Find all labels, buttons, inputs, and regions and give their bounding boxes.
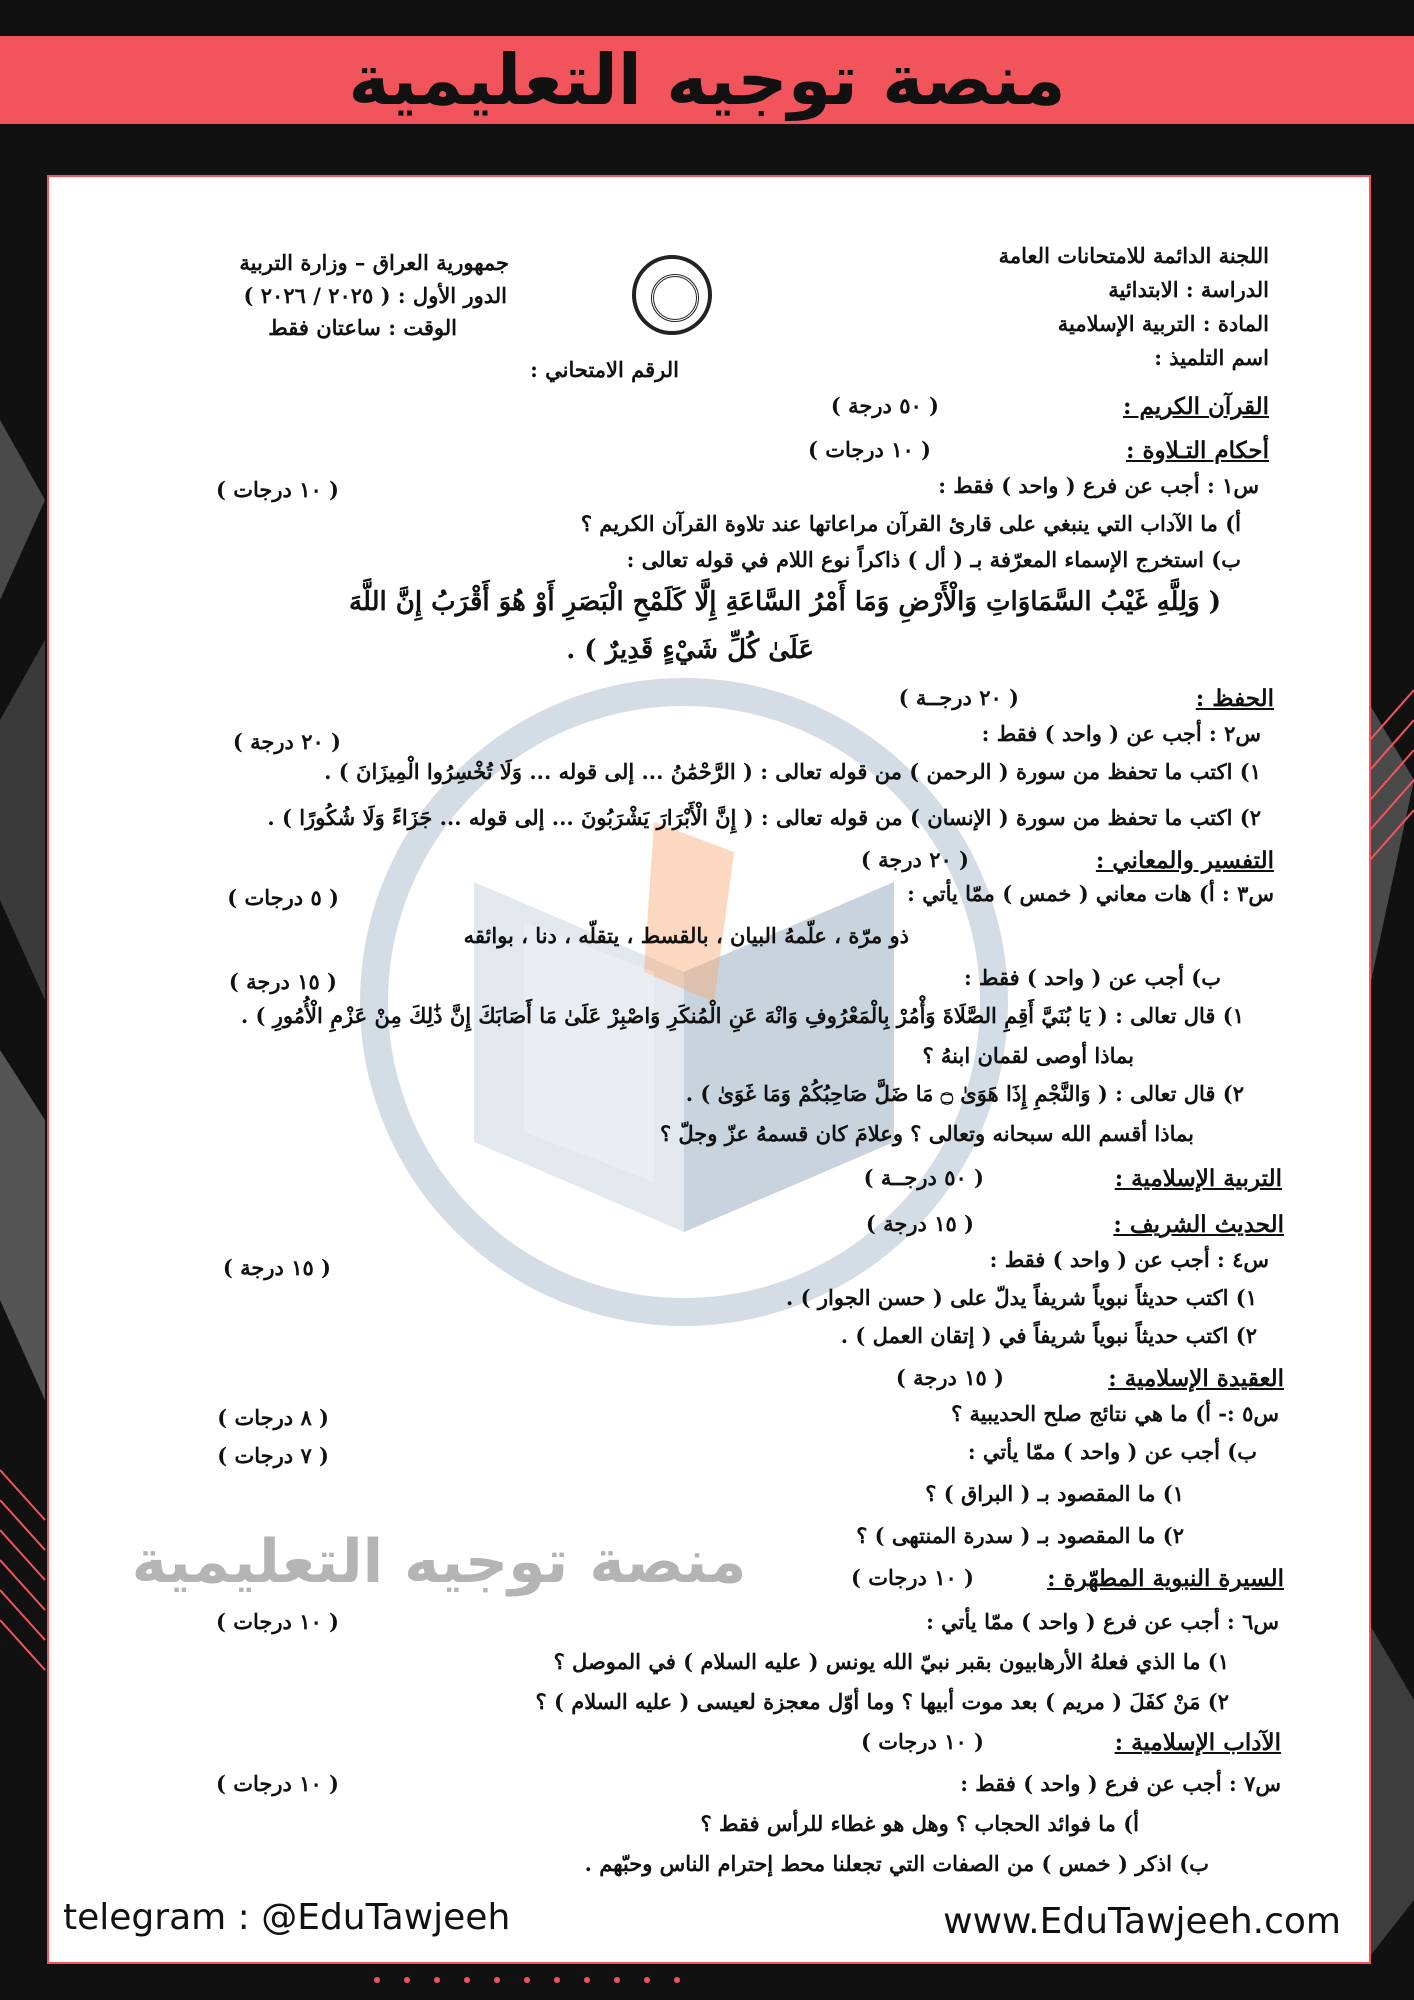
q3-item2-question: بماذا أقسم الله سبحانه وتعالى ؟ وعلامَ كان قسمهُ عزّ وجلّ ؟ — [659, 1121, 1194, 1146]
q2-item1: ١) اكتب ما تحفظ من سورة ( الرحمن ) من قوله تعالى : ( الرَّحْمَٰنُ ... إلى قوله ... وَلَا تُخْسِرُوا الْمِيزَانَ ) . — [324, 759, 1261, 784]
q7-b: ب) اذكر ( خمس ) من الصفات التي تجعلنا محط إحترام الناس وحبّهم . — [584, 1851, 1209, 1876]
section-seera-title: السيرة النبوية المطهّرة : — [1047, 1565, 1284, 1592]
header-level: الدراسة : الابتدائية — [1108, 277, 1269, 302]
section-hifz-title: الحفظ : — [1195, 685, 1274, 712]
q5-item1: ١) ما المقصود بـ ( البراق ) ؟ — [925, 1481, 1184, 1506]
q3-item1-question: بماذا أوصى لقمان ابنهُ ؟ — [922, 1043, 1134, 1068]
header-committee: اللجنة الدائمة للامتحانات العامة — [998, 243, 1269, 268]
header-time: الوقت : ساعتان فقط — [268, 315, 457, 340]
q5-b: ب) أجب عن ( واحد ) ممّا يأتي : — [967, 1439, 1257, 1464]
q1-stem: س١ : أجب عن فرع ( واحد ) فقط : — [938, 473, 1259, 498]
ministry-seal — [632, 255, 712, 335]
q5-marks-a: ( ٨ درجات ) — [217, 1405, 329, 1430]
header-subject: المادة : التربية الإسلامية — [1057, 311, 1269, 336]
q7-stem: س٧ : أجب عن فرع ( واحد ) فقط : — [960, 1771, 1281, 1796]
q6-stem: س٦ : أجب عن فرع ( واحد ) ممّا يأتي : — [926, 1609, 1279, 1634]
section-quran-marks: ( ٥٠ درجة ) — [830, 393, 939, 418]
q6-item2: ٢) مَنْ كفَلَ ( مريم ) بعد موت أبيها ؟ وما أوّل معجزة لعيسى ( عليه السلام ) ؟ — [535, 1689, 1229, 1714]
website-link[interactable]: www.EduTawjeeh.com — [943, 1901, 1341, 1942]
section-tafsir-title: التفسير والمعاني : — [1095, 847, 1274, 874]
q2-item2: ٢) اكتب ما تحفظ من سورة ( الإنسان ) من قوله تعالى : ( إِنَّ الْأَبْرَارَ يَشْرَبُونَ ... إلى قوله ... جَزَاءً وَلَا شُكُورًا ) . — [267, 805, 1261, 830]
section-tafsir-marks: ( ٢٠ درجة ) — [860, 847, 969, 872]
q3-item2: ٢) قال تعالى : ( وَالنَّجْمِ إِذَا هَوَىٰ ۝ مَا ضَلَّ صَاحِبُكُمْ وَمَا غَوَىٰ ) . — [685, 1081, 1244, 1106]
q7-marks: ( ١٠ درجات ) — [215, 1771, 339, 1796]
section-hifz-marks: ( ٢٠ درجــة ) — [898, 685, 1019, 710]
q4-stem: س٤ : أجب عن ( واحد ) فقط : — [989, 1247, 1269, 1272]
q3-marks-b: ( ١٥ درجة ) — [228, 969, 337, 994]
header-session: الدور الأول : ( ٢٠٢٥ / ٢٠٢٦ ) — [243, 283, 507, 308]
section-adab-marks: ( ١٠ درجات ) — [860, 1729, 984, 1754]
q4-marks: ( ١٥ درجة ) — [222, 1255, 331, 1280]
q5-marks-b: ( ٧ درجات ) — [217, 1443, 329, 1468]
telegram-handle[interactable]: telegram : @EduTawjeeh — [63, 1897, 511, 1938]
section-adab-title: الآداب الإسلامية : — [1114, 1729, 1281, 1756]
section-tarbiya-title: التربية الإسلامية : — [1114, 1165, 1282, 1192]
watermark-text: منصة توجيه التعليمية — [131, 1527, 747, 1597]
q3-b-stem: ب) أجب عن ( واحد ) فقط : — [963, 965, 1221, 990]
footer-dots — [372, 1975, 702, 1985]
exam-number-label: الرقم الامتحاني : — [530, 357, 679, 382]
q3-marks-a: ( ٥ درجات ) — [227, 885, 339, 910]
q1-verse-line2: عَلَىٰ كُلِّ شَيْءٍ قَدِيرٌ ) . — [566, 635, 814, 665]
banner-title: منصة توجيه التعليمية — [348, 39, 1066, 121]
header-ministry: جمهورية العراق – وزارة التربية — [239, 250, 509, 275]
q6-marks: ( ١٠ درجات ) — [215, 1609, 339, 1634]
section-seera-marks: ( ١٠ درجات ) — [850, 1565, 974, 1590]
q1-marks: ( ١٠ درجات ) — [215, 477, 339, 502]
q1-a: أ) ما الآداب التي ينبغي على قارئ القرآن مراعاتها عند تلاوة القرآن الكريم ؟ — [580, 511, 1241, 536]
section-tilawa-marks: ( ١٠ درجات ) — [807, 437, 931, 462]
q2-marks: ( ٢٠ درجة ) — [232, 729, 341, 754]
q3-item1: ١) قال تعالى : ( يَا بُنَيَّ أَقِمِ الصَّلَاةَ وَأْمُرْ بِالْمَعْرُوفِ وَانْهَ عَنِ الْمُنكَرِ وَاصْبِرْ عَلَىٰ مَا أَصَابَكَ إِنَّ ذَٰلِكَ مِنْ عَزْمِ الْأُمُورِ ) . — [240, 1003, 1244, 1028]
exam-paper — [47, 175, 1371, 1964]
section-tilawa-title: أحكام التـلاوة : — [1125, 437, 1269, 464]
section-hadith-marks: ( ١٥ درجة ) — [865, 1211, 974, 1236]
q1-b: ب) استخرج الإسماء المعرّفة بـ ( أل ) ذاكراً نوع اللام في قوله تعالى : — [626, 547, 1241, 572]
section-aqeeda-marks: ( ١٥ درجة ) — [895, 1365, 1004, 1390]
exam-content — [49, 177, 1369, 1962]
section-tarbiya-marks: ( ٥٠ درجــة ) — [863, 1165, 984, 1190]
q4-item1: ١) اكتب حديثاً نبوياً شريفاً يدلّ على ( حسن الجوار ) . — [786, 1285, 1257, 1310]
q4-item2: ٢) اكتب حديثاً نبوياً شريفاً في ( إتقان العمل ) . — [840, 1323, 1257, 1348]
section-aqeeda-title: العقيدة الإسلامية : — [1108, 1365, 1284, 1392]
q5-a: س٥ :- أ) ما هي نتائج صلح الحديبية ؟ — [951, 1401, 1279, 1426]
header-student-name: اسم التلميذ : — [1154, 345, 1269, 370]
q2-stem: س٢ : أجب عن ( واحد ) فقط : — [981, 721, 1261, 746]
section-hadith-title: الحديث الشريف : — [1113, 1211, 1284, 1238]
q3-stem: س٣ : أ) هات معاني ( خمس ) ممّا يأتي : — [907, 881, 1274, 906]
q1-verse-line1: ( وَلِلَّهِ غَيْبُ السَّمَاوَاتِ وَالْأَرْضِ وَمَا أَمْرُ السَّاعَةِ إِلَّا كَلَمْحِ الْبَصَرِ أَوْ هُوَ أَقْرَبُ إِنَّ اللَّهَ — [349, 587, 1221, 617]
brand-banner — [0, 36, 1414, 124]
q6-item1: ١) ما الذي فعلهُ الأرهابيون بقبر نبيّ الله يونس ( عليه السلام ) في الموصل ؟ — [553, 1649, 1229, 1674]
q7-a: أ) ما فوائد الحجاب ؟ وهل هو غطاء للرأس فقط ؟ — [700, 1811, 1139, 1836]
q5-item2: ٢) ما المقصود بـ ( سدرة المنتهى ) ؟ — [856, 1523, 1184, 1548]
q3-words: ذو مرّة ، علّمهُ البيان ، بالقسط ، يتقلّه ، دنا ، بوائقه — [463, 923, 909, 948]
section-quran-title: القرآن الكريم : — [1122, 393, 1269, 420]
